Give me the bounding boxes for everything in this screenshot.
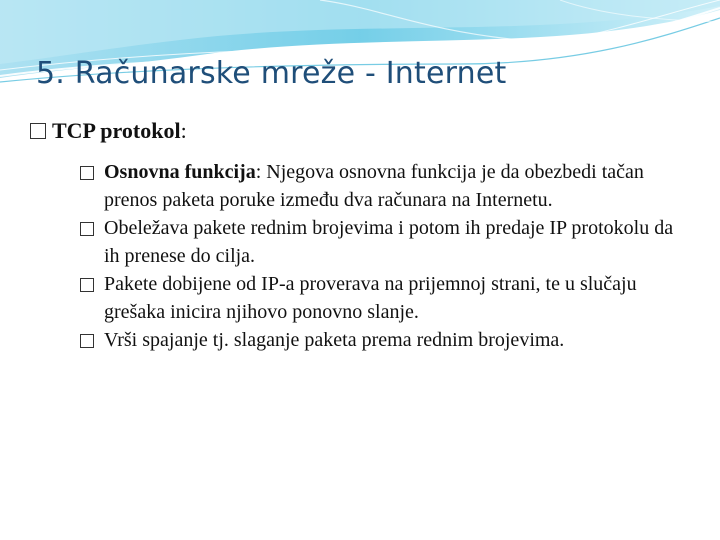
item-term: Osnovna funkcija bbox=[104, 161, 256, 183]
level1-suffix: : bbox=[180, 118, 187, 143]
list-item bbox=[80, 270, 690, 326]
list-item bbox=[80, 158, 690, 214]
bullet-list bbox=[30, 158, 690, 354]
slide-title: 5. Računarske mreže - Internet bbox=[36, 56, 507, 91]
item-text: Pakete dobijene od IP-a proverava na prijemnoj strani, te u slučaju grešaka inicira njihovo ponovno slanje. bbox=[104, 273, 637, 323]
level1-term: TCP protokol bbox=[52, 118, 181, 143]
square-bullet-icon bbox=[80, 334, 94, 348]
square-bullet-icon bbox=[80, 222, 94, 236]
square-bullet-icon bbox=[80, 278, 94, 292]
square-bullet-icon bbox=[30, 123, 46, 139]
item-text: Vrši spajanje tj. slaganje paketa prema rednim brojevima. bbox=[104, 329, 565, 351]
level1-heading bbox=[30, 118, 690, 144]
item-text: : Njegova osnovna funkcija je da obezbedi tačan prenos paketa poruke između dva računara na Internetu. bbox=[104, 161, 644, 211]
list-item bbox=[80, 326, 690, 354]
list-item bbox=[80, 214, 690, 270]
slide-content bbox=[30, 118, 690, 354]
square-bullet-icon bbox=[80, 166, 94, 180]
item-text: Obeležava pakete rednim brojevima i potom ih predaje IP protokolu da ih prenese do cilja. bbox=[104, 217, 674, 267]
